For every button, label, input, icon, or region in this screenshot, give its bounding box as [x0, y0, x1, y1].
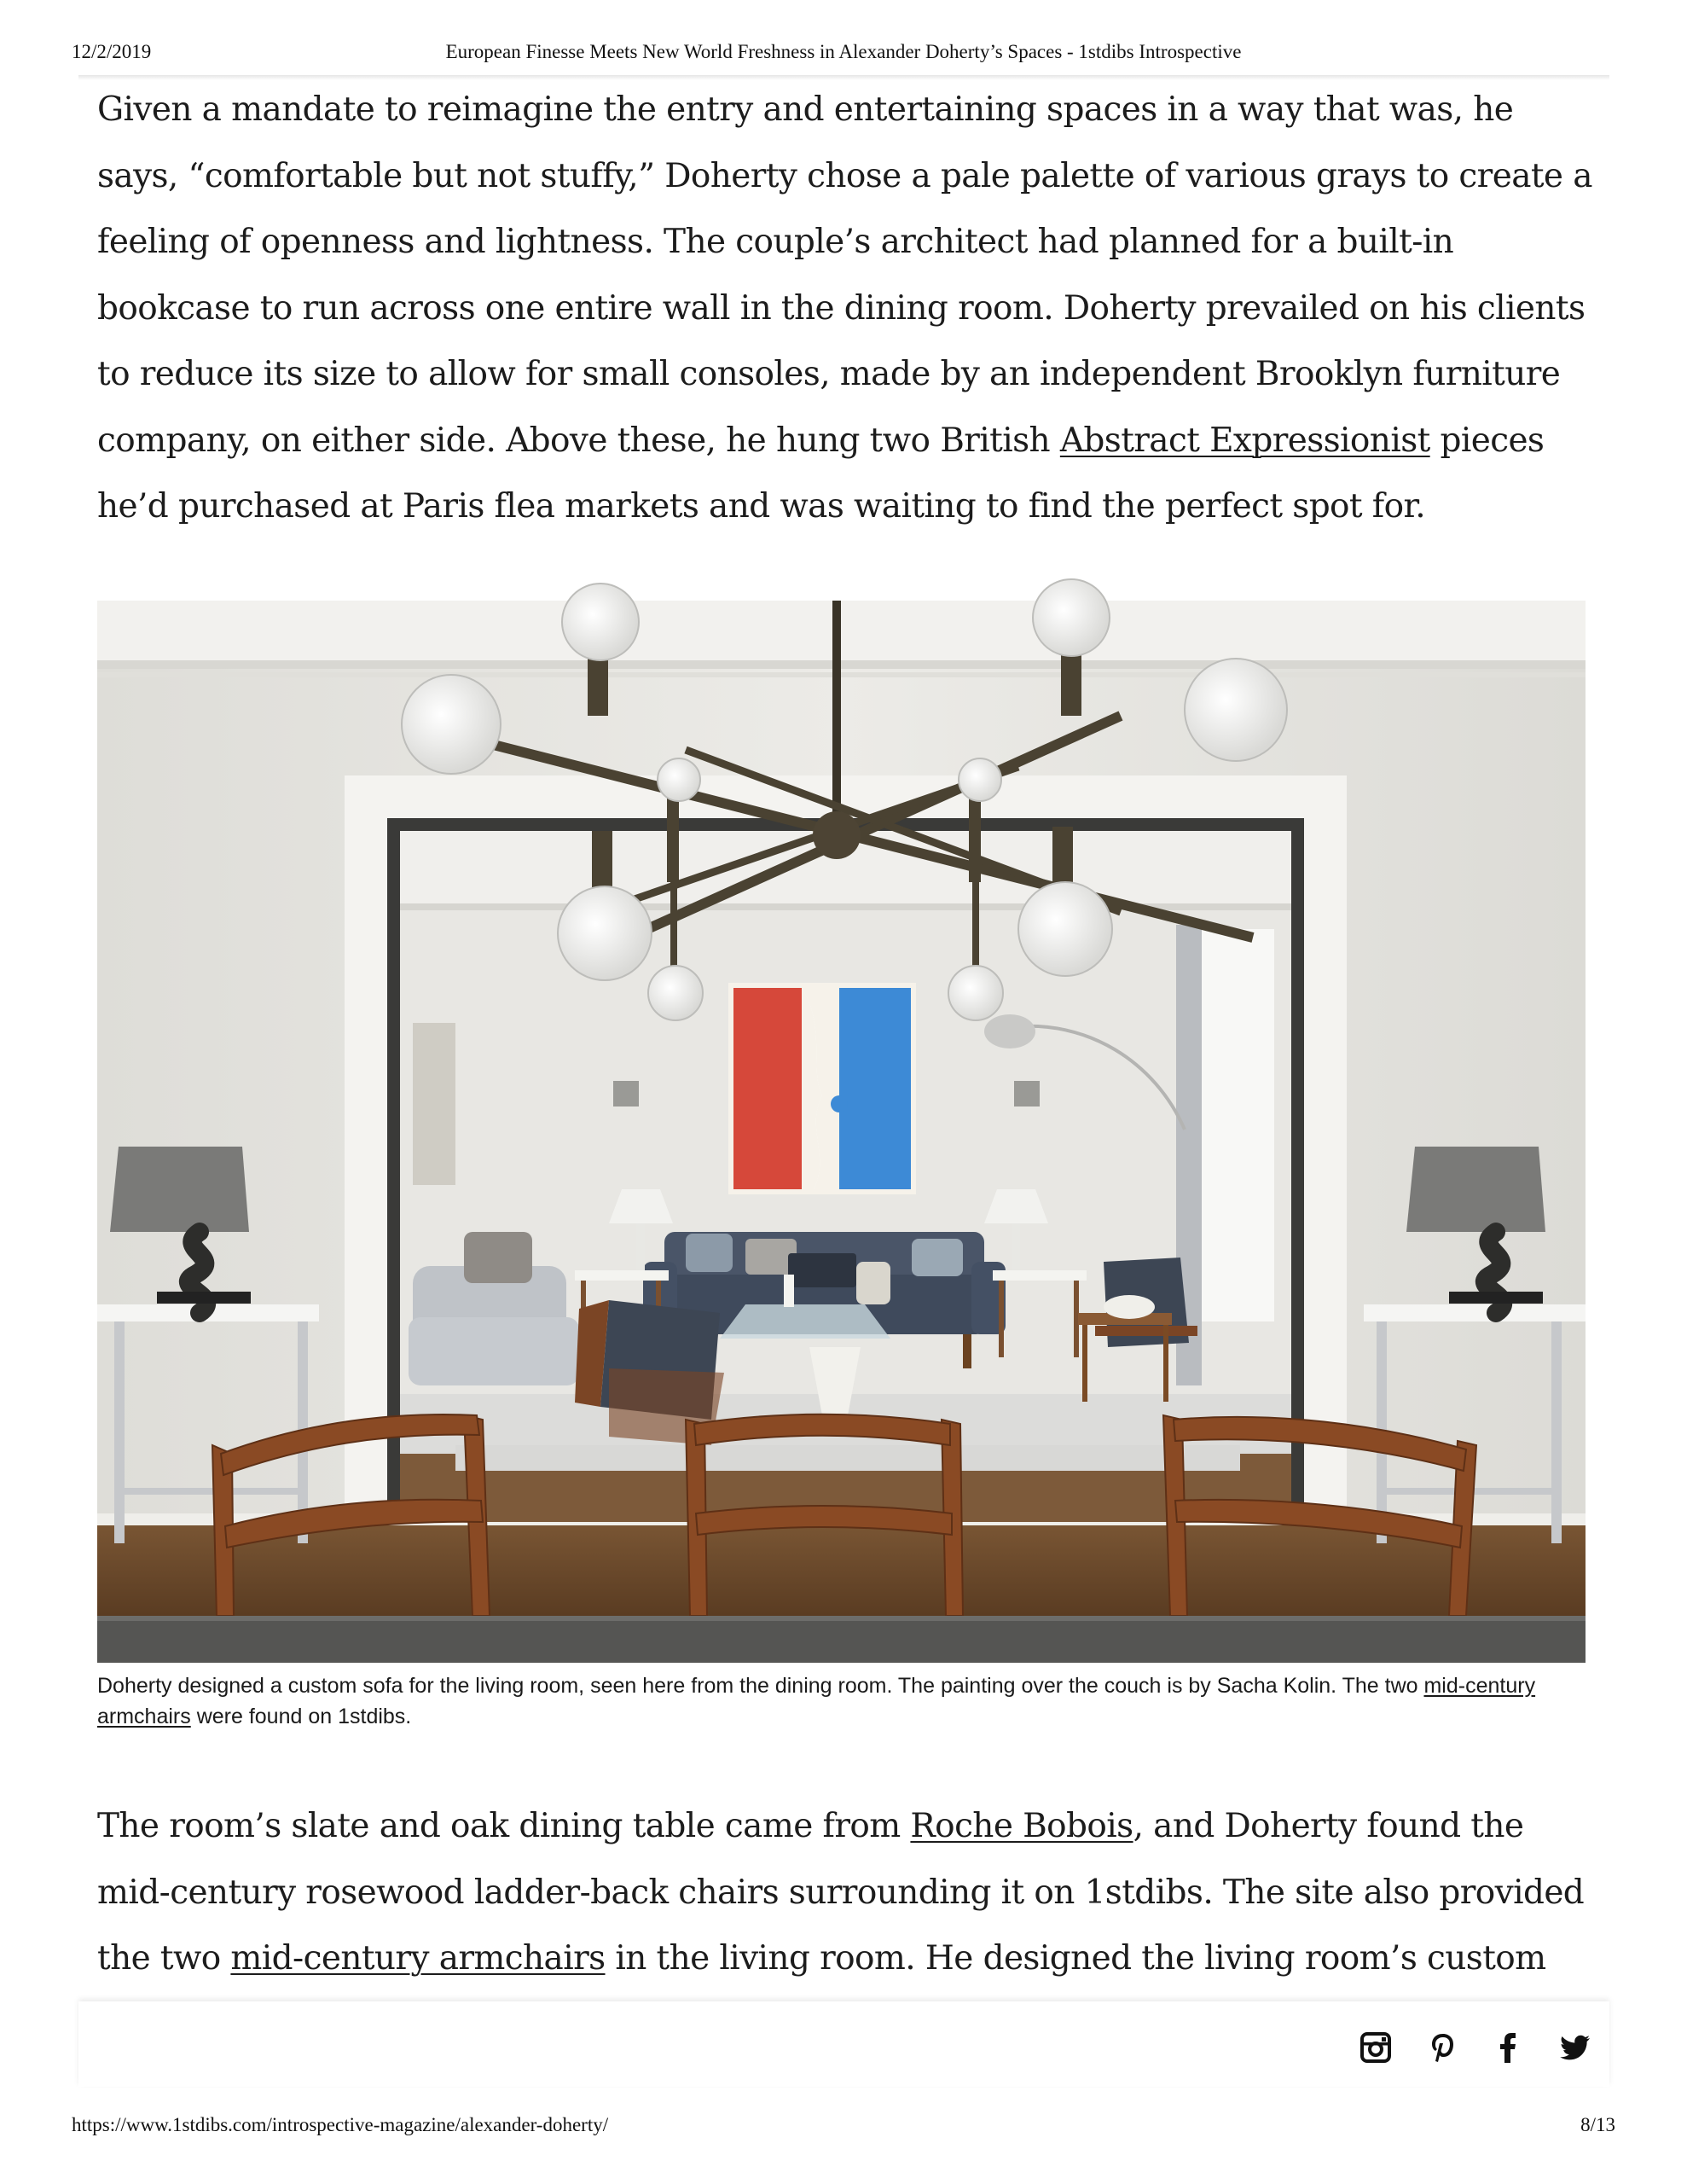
living-room-photo	[97, 601, 1586, 1663]
facebook-icon[interactable]	[1492, 2030, 1526, 2065]
mid-century-armchairs-caption-link[interactable]: mid-century armchairs	[97, 1674, 1536, 1728]
article-paragraph-2	[97, 1793, 1598, 2001]
caption-text: were found on 1stdibs.	[190, 1705, 412, 1728]
twitter-icon[interactable]	[1558, 2030, 1592, 2065]
paragraph-text: pieces he’d purchased at Paris flea markets and was waiting to find the perfect spot for.	[97, 421, 1545, 526]
print-header	[72, 41, 1615, 68]
paragraph-text: , and Doherty found the mid-century rosewood ladder-back chairs surrounding it on 1stdibs. The site also provided the two	[97, 1807, 1585, 1978]
print-footer	[72, 2114, 1615, 2141]
pinterest-icon[interactable]	[1425, 2030, 1459, 2065]
abstract-expressionist-link[interactable]: Abstract Expressionist	[1059, 421, 1430, 460]
caption-text: Doherty designed a custom sofa for the living room, seen here from the dining room. The painting over the couch is by Sacha Kolin. The two	[97, 1674, 1424, 1698]
paragraph-text: The room’s slate and oak dining table came from	[97, 1807, 911, 1845]
share-bar	[78, 2001, 1609, 2087]
roche-bobois-link[interactable]: Roche Bobois	[910, 1807, 1133, 1845]
print-page-title: European Finesse Meets New World Freshness in Alexander Doherty’s Spaces - 1stdibs Introspective	[445, 41, 1242, 62]
print-date: 12/2/2019	[72, 41, 152, 62]
instagram-icon[interactable]	[1359, 2030, 1393, 2065]
share-icons	[1359, 2030, 1592, 2065]
paragraph-text: in the living room. He designed the living room’s custom	[615, 1939, 1546, 1978]
article-paragraph-1	[97, 77, 1598, 540]
print-url: https://www.1stdibs.com/introspective-magazine/alexander-doherty/	[72, 2114, 609, 2135]
paragraph-text: Given a mandate to reimagine the entry and entertaining spaces in a way that was, he says, “comfortable but not stuffy,” Doherty chose a pale palette of various grays to create a feeling of openness and lightness. The couple’s architect had planned for a built-in bookcase to run across one entire wall in the dining room. Doherty prevailed on his clients to reduce its size to allow for small consoles, made by an independent Brooklyn furniture company, on either side. Above these, he hung two British	[97, 90, 1592, 460]
page-number: 8/13	[1580, 2114, 1615, 2135]
photo-caption	[97, 1670, 1586, 1732]
mid-century-armchairs-link[interactable]: mid-century armchairs	[230, 1939, 606, 1978]
